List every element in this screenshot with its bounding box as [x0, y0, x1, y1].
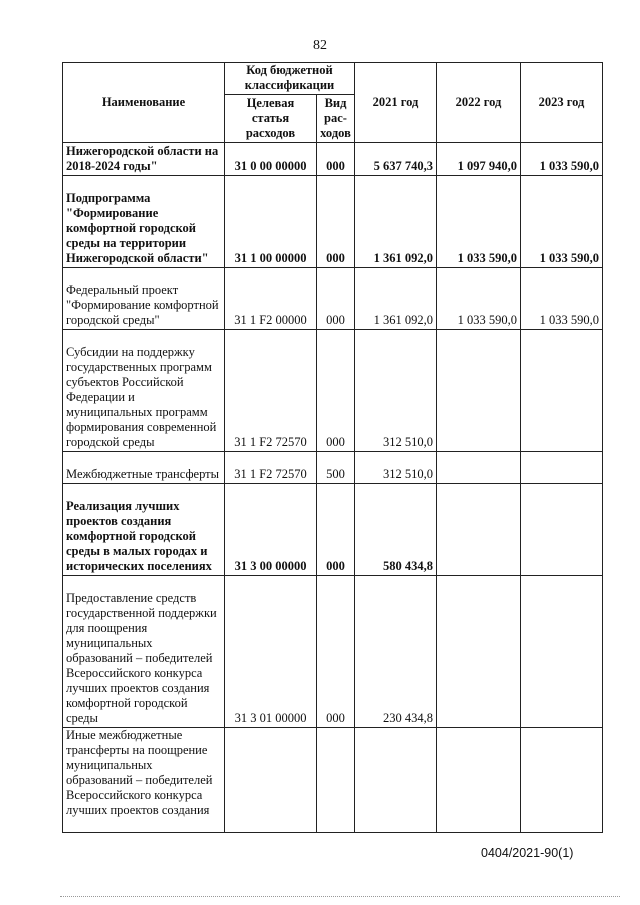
row-2023: [521, 452, 603, 484]
row-2023: 1 033 590,0: [521, 143, 603, 176]
row-name: Иные межбюджетные трансферты на поощрение муниципальных образований – победителей Всероссийского конкурса лучших проектов создания: [63, 728, 225, 833]
row-2022: [437, 576, 521, 728]
table-row: [63, 484, 603, 576]
row-type: 000: [317, 576, 355, 728]
row-2021: 580 434,8: [355, 484, 437, 576]
row-type: 000: [317, 484, 355, 576]
row-2023: 1 033 590,0: [521, 176, 603, 268]
table-row: [63, 452, 603, 484]
row-name: Реализация лучших проектов создания комфортной городской среды в малых городах и исторических поселениях: [63, 484, 225, 576]
row-name: Межбюджетные трансферты: [63, 452, 225, 484]
row-name: Субсидии на поддержку государственных программ субъектов Российской Федерации и муниципальных программ формирования современной городской среды: [63, 330, 225, 452]
budget-table: [62, 62, 603, 833]
row-2023: [521, 484, 603, 576]
row-type: 500: [317, 452, 355, 484]
row-2021: 1 361 092,0: [355, 268, 437, 330]
table-row: [63, 268, 603, 330]
row-2022: 1 097 940,0: [437, 143, 521, 176]
header-name: Наименование: [63, 63, 225, 143]
row-2022: [437, 484, 521, 576]
row-2023: [521, 576, 603, 728]
row-2023: [521, 330, 603, 452]
row-2021: 1 361 092,0: [355, 176, 437, 268]
header-2022: 2022 год: [437, 63, 521, 143]
row-2023: 1 033 590,0: [521, 268, 603, 330]
row-name: Подпрограмма "Формирование комфортной городской среды на территории Нижегородской области": [63, 176, 225, 268]
row-2021: [355, 728, 437, 833]
row-code: 31 3 01 00000: [225, 576, 317, 728]
row-type: 000: [317, 176, 355, 268]
page-number: 82: [313, 38, 327, 53]
row-2022: 1 033 590,0: [437, 176, 521, 268]
row-type: [317, 728, 355, 833]
table-row: [63, 330, 603, 452]
row-2023: [521, 728, 603, 833]
header-code-group: Код бюджетной классификации: [225, 63, 355, 95]
row-code: 31 3 00 00000: [225, 484, 317, 576]
row-name: Федеральный проект "Формирование комфортной городской среды": [63, 268, 225, 330]
header-target-article: Целевая статья расходов: [225, 95, 317, 143]
header-expense-type: Вид рас-ходов: [317, 95, 355, 143]
row-code: 31 1 F2 72570: [225, 452, 317, 484]
row-name: Предоставление средств государственной поддержки для поощрения муниципальных образований – победителей Всероссийского конкурса лучших проектов создания комфортной городской среды: [63, 576, 225, 728]
document-code: 0404/2021-90(1): [481, 846, 574, 860]
row-2021: 312 510,0: [355, 330, 437, 452]
row-type: 000: [317, 143, 355, 176]
header-2023: 2023 год: [521, 63, 603, 143]
table-row: [63, 143, 603, 176]
row-2021: 5 637 740,3: [355, 143, 437, 176]
row-code: 31 1 F2 72570: [225, 330, 317, 452]
row-code: 31 1 00 00000: [225, 176, 317, 268]
row-name: Нижегородской области на 2018-2024 годы": [63, 143, 225, 176]
row-2022: [437, 452, 521, 484]
header-2021: 2021 год: [355, 63, 437, 143]
table-row: [63, 576, 603, 728]
row-2021: 312 510,0: [355, 452, 437, 484]
row-2022: [437, 728, 521, 833]
row-code: 31 0 00 00000: [225, 143, 317, 176]
row-type: 000: [317, 268, 355, 330]
bottom-divider: [60, 896, 620, 897]
row-2022: [437, 330, 521, 452]
table-row: [63, 728, 603, 833]
row-2021: 230 434,8: [355, 576, 437, 728]
row-code: 31 1 F2 00000: [225, 268, 317, 330]
table-row: [63, 176, 603, 268]
row-code: [225, 728, 317, 833]
row-2022: 1 033 590,0: [437, 268, 521, 330]
row-type: 000: [317, 330, 355, 452]
